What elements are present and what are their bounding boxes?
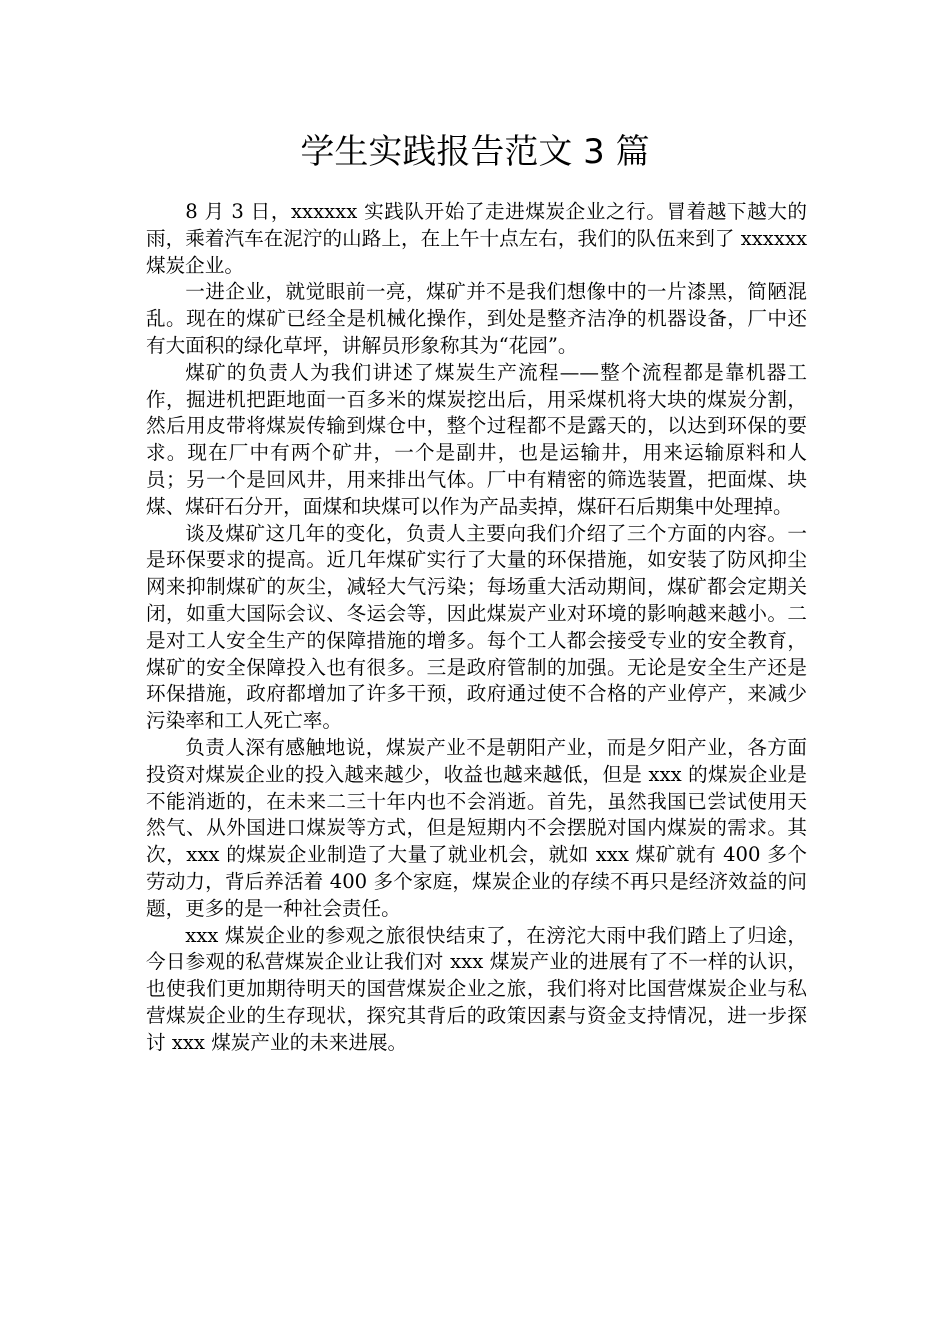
- paragraph-2: 一进企业，就觉眼前一亮，煤矿并不是我们想像中的一片漆黑，简陋混乱。现在的煤矿已经全是机械化操作，到处是整齐洁净的机器设备，厂中还有大面积的绿化草坪，讲解员形象称其为“花园”。: [146, 280, 807, 357]
- paragraph-5: 负责人深有感触地说，煤炭产业不是朝阳产业，而是夕阳产业，各方面投资对煤炭企业的投入越来越少，收益也越来越低，但是 xxx 的煤炭企业是不能消逝的，在未来二三十年内也不会消逝。首先，虽然我国已尝试使用天然气、从外国进口煤炭等方式，但是短期内不会摆脱对国内煤炭的需求。其次，xxx 的煤炭企业制造了大量了就业机会，就如 xxx 煤矿就有 400 多个劳动力，背后养活着 400 多个家庭，煤炭企业的存续不再只是经济效益的问题，更多的是一种社会责任。: [146, 735, 807, 920]
- paragraph-1: 8 月 3 日，xxxxxx 实践队开始了走进煤炭企业之行。冒着越下越大的雨，乘着汽车在泥泞的山路上，在上午十点左右，我们的队伍来到了 xxxxxx 煤炭企业。: [146, 200, 807, 277]
- paragraph-4: 谈及煤矿这几年的变化，负责人主要向我们介绍了三个方面的内容。一是环保要求的提高。近几年煤矿实行了大量的环保措施，如安装了防风抑尘网来抑制煤矿的灰尘，减轻大气污染；每场重大活动期间，煤矿都会定期关闭，如重大国际会议、冬运会等，因此煤炭产业对环境的影响越来越小。二是对工人安全生产的保障措施的增多。每个工人都会接受专业的安全教育，煤矿的安全保障投入也有很多。三是政府管制的加强。无论是安全生产还是环保措施，政府都增加了许多干预，政府通过使不合格的产业停产，来减少污染率和工人死亡率。: [146, 521, 807, 733]
- document-body: [146, 199, 807, 1057]
- paragraph-6: xxx 煤炭企业的参观之旅很快结束了，在滂沱大雨中我们踏上了归途，今日参观的私营煤炭企业让我们对 xxx 煤炭产业的进展有了不一样的认识，也使我们更加期待明天的国营煤炭企业之旅，我们将对比国营煤炭企业与私营煤炭企业的生存现状，探究其背后的政策因素与资金支持情况，进一步探讨 xxx 煤炭产业的未来进展。: [146, 923, 807, 1054]
- paragraph-3: 煤矿的负责人为我们讲述了煤炭生产流程——整个流程都是靠机器工作，掘进机把距地面一百多米的煤炭挖出后，用采煤机将大块的煤炭分割，然后用皮带将煤炭传输到煤仓中，整个过程都不是露天的，以达到环保的要求。现在厂中有两个矿井，一个是副井，也是运输井，用来运输原料和人员；另一个是回风井，用来排出气体。厂中有精密的筛选装置，把面煤、块煤、煤矸石分开，面煤和块煤可以作为产品卖掉，煤矸石后期集中处理掉。: [146, 360, 807, 518]
- document-title: 学生实践报告范文 3 篇: [300, 132, 650, 172]
